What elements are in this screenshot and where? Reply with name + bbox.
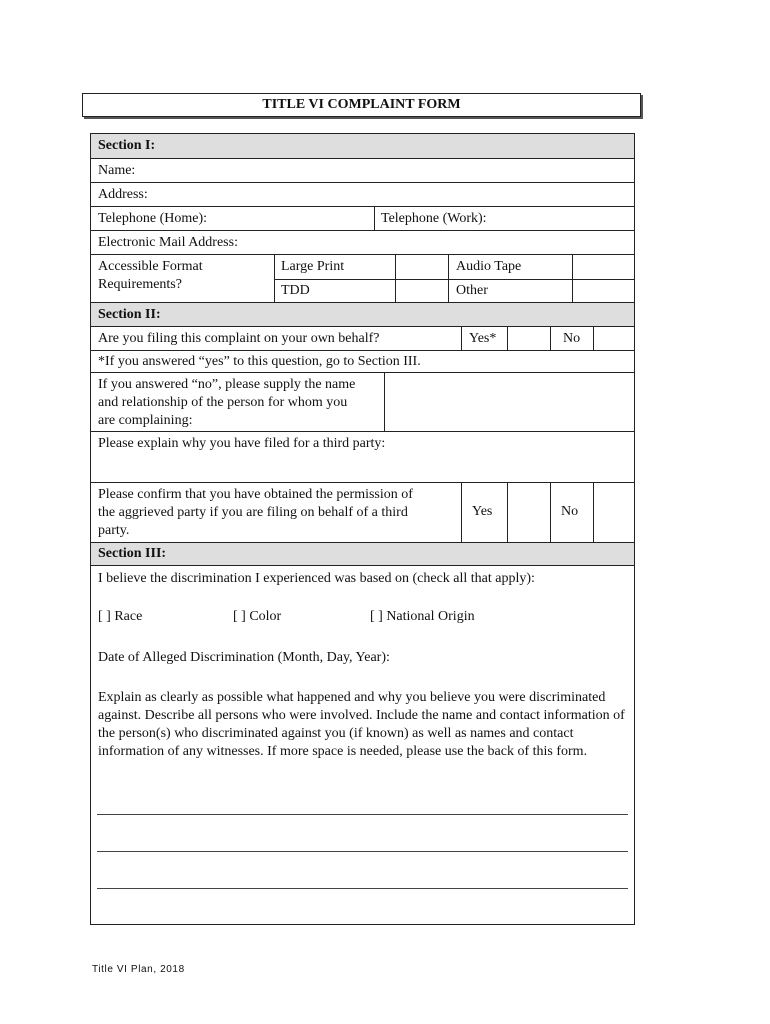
permission-yes-checkbox[interactable] [508,483,550,542]
explain-instructions: Explain as clearly as possible what happened and why you believe you were discriminated against. Describe all persons who were involved. Include the name and contact information of the person(s) who discriminated against you (if known) as well as names and contact information of any witnesses. If more space is needed, please use the back of this form. [98,690,625,759]
yes-star-label: Yes* [469,331,497,346]
divider [374,207,375,230]
note-row [91,350,634,372]
accessible-format-row [91,254,634,302]
permission-no-checkbox[interactable] [594,483,635,542]
other-checkbox[interactable] [573,279,635,303]
complaint-form [90,133,635,925]
relationship-label-1: If you answered “no”, please supply the name [98,377,356,392]
permission-label-1: Please confirm that you have obtained the permission of [98,487,413,502]
divider [550,327,551,350]
large-print-checkbox[interactable] [396,255,448,279]
name-row[interactable] [91,158,634,182]
divider [461,483,462,542]
address-label: Address: [98,187,148,202]
section-3-body [91,565,634,924]
relationship-label-2: and relationship of the person for whom you [98,395,348,410]
relationship-row [91,372,634,431]
race-checkbox[interactable]: [ ] Race [98,609,143,624]
section-1-header [91,134,634,158]
writing-line[interactable] [97,888,628,889]
basis-question: I believe the discrimination I experienced was based on (check all that apply): [98,571,535,586]
name-label: Name: [98,163,136,178]
other-label: Other [456,283,488,298]
relationship-label-3: are complaining: [98,413,193,428]
section-3-note: *If you answered “yes” to this question, go to Section III. [98,354,421,369]
phone-work-label: Telephone (Work): [381,211,487,226]
permission-yes-label: Yes [472,504,493,519]
writing-line[interactable] [97,851,628,852]
tdd-label: TDD [281,283,310,298]
permission-no-label: No [561,504,579,519]
large-print-label: Large Print [281,259,345,274]
email-row[interactable] [91,230,634,254]
section-2-title: Section II: [98,307,161,322]
address-row[interactable] [91,182,634,206]
national-origin-checkbox[interactable]: [ ] National Origin [370,609,475,624]
own-behalf-row [91,326,634,350]
divider [550,483,551,542]
own-behalf-yes-checkbox[interactable] [508,327,550,351]
tdd-checkbox[interactable] [396,279,448,303]
section-1-title: Section I: [98,138,156,153]
form-title: TITLE VI COMPLAINT FORM [82,93,641,117]
third-party-row[interactable] [91,431,634,482]
section-3-header [91,542,634,565]
permission-label-3: party. [98,523,130,538]
no-label: No [563,331,581,346]
color-checkbox[interactable]: [ ] Color [233,609,282,624]
accessible-label-2: Requirements? [98,277,182,292]
audio-tape-checkbox[interactable] [573,255,635,279]
divider [461,327,462,350]
telephone-row [91,206,634,230]
own-behalf-question: Are you filing this complaint on your own behalf? [98,331,380,346]
third-party-label: Please explain why you have filed for a third party: [98,436,386,451]
relationship-input[interactable] [385,373,635,431]
email-label: Electronic Mail Address: [98,235,238,250]
own-behalf-no-checkbox[interactable] [594,327,635,351]
footer-text: Title VI Plan, 2018 [92,964,185,975]
phone-home-label: Telephone (Home): [98,211,208,226]
permission-row [91,482,634,542]
accessible-label-1: Accessible Format [98,259,203,274]
section-2-header [91,302,634,326]
writing-line[interactable] [97,814,628,815]
audio-tape-label: Audio Tape [456,259,522,274]
permission-label-2: the aggrieved party if you are filing on behalf of a third [98,505,408,520]
date-label: Date of Alleged Discrimination (Month, Day, Year): [98,650,390,665]
section-3-title: Section III: [98,546,167,561]
